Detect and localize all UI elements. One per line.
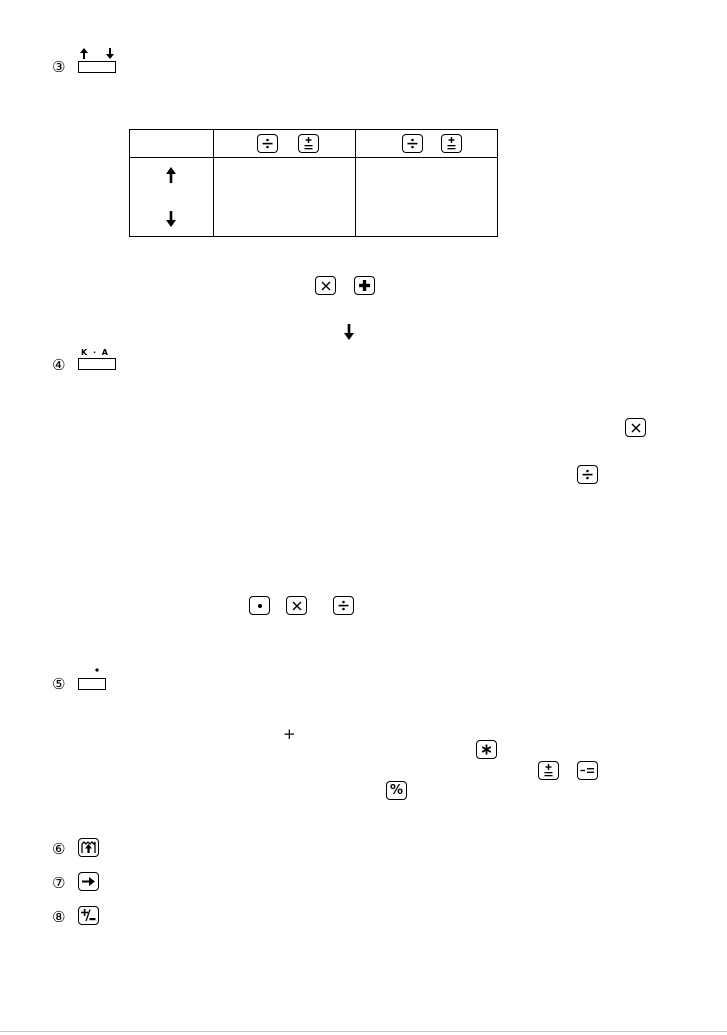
decimal-switch-dot-icon bbox=[95, 668, 99, 672]
item-3-number: ③ bbox=[52, 58, 66, 76]
table-cell-col3 bbox=[355, 158, 497, 237]
multiply-key-icon bbox=[625, 418, 646, 437]
plus-minus-key-icon bbox=[78, 906, 99, 925]
item-5-number: ⑤ bbox=[52, 675, 66, 693]
down-arrow-icon bbox=[344, 324, 354, 340]
percent-key-icon: % bbox=[386, 781, 407, 800]
round-key-icon bbox=[538, 761, 559, 780]
divide-key-icon bbox=[577, 465, 598, 484]
ka-switch[interactable] bbox=[78, 358, 116, 370]
item-6-number: ⑥ bbox=[52, 840, 66, 858]
decimal-key-icon bbox=[249, 596, 270, 615]
plus-text: + bbox=[283, 725, 296, 743]
round-switch[interactable] bbox=[78, 61, 116, 73]
round-key-icon bbox=[441, 134, 462, 153]
divide-key-icon bbox=[402, 134, 423, 153]
table-header-col3 bbox=[355, 130, 497, 158]
decimal-switch[interactable] bbox=[78, 678, 106, 690]
switch-up-arrow-icon bbox=[80, 48, 88, 59]
item-8-number: ⑧ bbox=[52, 908, 66, 926]
up-arrow-icon bbox=[166, 167, 176, 183]
divide-key-icon bbox=[257, 134, 278, 153]
down-arrow-icon bbox=[166, 211, 176, 227]
multiply-key-icon bbox=[286, 596, 307, 615]
table-header-blank bbox=[130, 130, 214, 158]
minus-equal-key-icon bbox=[577, 761, 598, 780]
bottom-rule bbox=[0, 1031, 727, 1032]
plus-key-icon bbox=[354, 276, 375, 295]
multiply-key-icon bbox=[315, 276, 336, 295]
ka-switch-label: K · A bbox=[81, 348, 110, 357]
table-header-col2 bbox=[214, 130, 355, 158]
item-7-number: ⑦ bbox=[52, 874, 66, 892]
divide-key-icon bbox=[333, 596, 354, 615]
switch-down-arrow-icon bbox=[106, 48, 114, 59]
star-key-icon bbox=[476, 740, 497, 759]
round-key-icon bbox=[298, 134, 319, 153]
table-cell-col2 bbox=[214, 158, 355, 237]
item-4-number: ④ bbox=[52, 356, 66, 374]
paper-feed-key-icon bbox=[78, 838, 99, 857]
arrow-right-key-icon bbox=[78, 872, 99, 891]
